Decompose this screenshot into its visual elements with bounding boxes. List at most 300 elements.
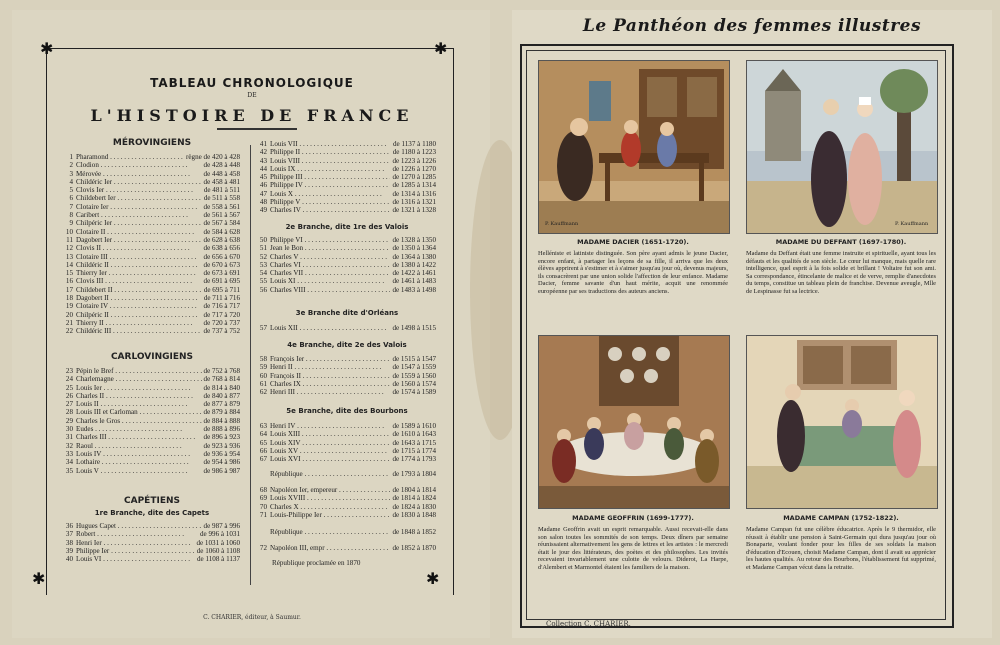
branch-heading-orleans: 3e Branche dite d'Orléans — [295, 309, 399, 317]
reign-dates: de 954 à 986 — [203, 458, 240, 467]
row-number: 53 — [259, 260, 267, 269]
panel-caption: MADAME GEOFFRIN (1699-1777). — [572, 514, 694, 522]
chronology-row — [62, 170, 240, 178]
ruler-name: Louis V . . . — [76, 467, 202, 475]
reign-dates: de 558 à 561 — [203, 202, 240, 211]
row-number: 37 — [65, 530, 73, 539]
left-page — [12, 10, 490, 638]
reign-dates: de 1814 à 1824 — [392, 494, 436, 503]
row-number: 64 — [259, 430, 267, 439]
chronology-row — [256, 494, 436, 502]
reign-dates: de 1715 à 1774 — [392, 446, 436, 455]
chronology-row — [256, 261, 436, 269]
reign-dates: de 1483 à 1498 — [392, 285, 436, 294]
reign-dates: de 1328 à 1350 — [392, 236, 436, 244]
chronology-row — [62, 450, 240, 458]
republique-proclamee: République proclamée en 1870 — [272, 559, 361, 567]
reign-dates: de 896 à 923 — [203, 433, 240, 442]
chronology-row — [62, 539, 240, 547]
chronology-row — [62, 417, 240, 425]
chronology-row — [62, 319, 240, 327]
ruler-name: Pharamond . . . — [76, 153, 184, 161]
ruler-name: Louis III et Carloman . . . — [76, 408, 202, 416]
chronology-row — [62, 522, 240, 530]
reign-dates: de 884 à 888 — [203, 416, 240, 425]
ruler-name: Charlemagne . . . — [76, 375, 202, 383]
ruler-name: Napoléon Ier, empereur . . . — [270, 486, 390, 494]
ruler-name: Louis XVIII . . . — [270, 494, 390, 502]
section-heading-capetiens: CAPÉTIENS — [124, 496, 180, 506]
reign-dates: de 691 à 695 — [203, 277, 240, 286]
ruler-name: Philippe II . . . — [270, 148, 391, 156]
reign-dates: de 1643 à 1715 — [392, 438, 436, 447]
row-number: 65 — [259, 438, 267, 447]
orleans-list — [256, 324, 436, 332]
ruler-name: Clovis II . . . — [76, 244, 202, 252]
publisher-line: C. CHARIER, éditeur, à Saumur. — [203, 614, 301, 621]
row-number: 9 — [69, 219, 73, 228]
ruler-name: Charles VI . . . — [270, 261, 390, 269]
chronology-row — [62, 211, 240, 219]
reign-dates: de 1774 à 1793 — [392, 455, 436, 464]
ruler-name: Dagobert II . . . — [76, 294, 202, 302]
ruler-name: Clotaire III . . . — [76, 253, 202, 261]
reign-dates: de 670 à 673 — [203, 260, 240, 269]
row-number — [256, 528, 267, 536]
title-ornament — [217, 128, 297, 130]
row-number: 39 — [65, 546, 73, 555]
chronology-row — [256, 544, 436, 552]
ruler-name: Clodion . . . — [76, 161, 202, 169]
reign-dates: de 1574 à 1589 — [392, 388, 436, 397]
chronology-row — [256, 470, 436, 478]
ruler-name: Pépin le Bref . . . — [76, 367, 202, 375]
chronology-row — [62, 161, 240, 169]
reign-dates: de 717 à 720 — [203, 310, 240, 319]
ruler-name: Chilpéric II . . . — [76, 311, 202, 319]
empire-restoration-list — [256, 486, 436, 519]
row-number: 4 — [69, 177, 73, 186]
ruler-name: Charles III . . . — [76, 433, 202, 441]
row-number: 27 — [65, 400, 73, 409]
carlovingiens-list — [62, 367, 240, 475]
reign-dates: de 1031 à 1060 — [196, 538, 240, 547]
row-number: 43 — [259, 156, 267, 165]
ruler-name: Philippe Ier . . . — [76, 547, 195, 555]
branch-heading-valois: 2e Branche, dite 1re des Valois — [285, 223, 409, 231]
reign-dates: de 1498 à 1515 — [392, 324, 436, 332]
chronology-row — [256, 528, 436, 536]
ruler-name: Charles le Gros . . . — [76, 417, 202, 425]
reign-dates: de 1824 à 1830 — [392, 502, 436, 511]
chronology-row — [256, 439, 436, 447]
reign-dates: de 656 à 670 — [203, 252, 240, 261]
chronology-row — [256, 503, 436, 511]
right-page — [512, 10, 992, 638]
reign-dates: de 996 à 1031 — [200, 530, 240, 539]
ruler-name: Louis XI . . . — [270, 277, 390, 285]
row-number: 48 — [259, 198, 267, 207]
valois-list — [256, 236, 436, 294]
ruler-name: Charles X . . . — [270, 503, 390, 511]
chronology-row — [256, 388, 436, 396]
row-number: 15 — [65, 269, 73, 278]
chronology-row — [256, 286, 436, 294]
ruler-name: République . . . — [270, 470, 390, 478]
reign-dates: de 1137 à 1180 — [392, 140, 436, 148]
ruler-name: Childéric III . . . — [76, 327, 202, 335]
illustration-campan — [746, 335, 938, 509]
reign-dates: de 1223 à 1226 — [392, 156, 436, 165]
reign-dates: de 1180 à 1223 — [392, 148, 436, 157]
row-number: 25 — [65, 383, 73, 392]
chronology-row — [256, 447, 436, 455]
row-number: 63 — [259, 422, 267, 430]
ruler-name: Louis VIII . . . — [270, 157, 390, 165]
row-number: 41 — [259, 140, 267, 148]
chronology-row — [62, 261, 240, 269]
reign-dates: de 1461 à 1483 — [392, 277, 436, 286]
ruler-name: Robert . . . — [76, 530, 198, 538]
row-number: 66 — [259, 446, 267, 455]
row-number: 28 — [65, 408, 73, 417]
reign-dates: de 752 à 768 — [203, 367, 240, 375]
corner-star-icon: ✱ — [32, 569, 46, 588]
chronology-row — [256, 253, 436, 261]
row-number: 67 — [259, 455, 267, 464]
ruler-name: Henri Ier . . . — [76, 539, 194, 547]
ruler-name: Louis Ier . . . — [76, 384, 202, 392]
row-number: 13 — [65, 252, 73, 261]
panel-caption: MADAME CAMPAN (1752-1822). — [783, 514, 899, 522]
reign-dates: de 1848 à 1852 — [392, 528, 436, 536]
reign-dates: de 1060 à 1108 — [196, 546, 240, 555]
ruler-name: Childéric Ier . . . — [76, 178, 202, 186]
reign-dates: de 814 à 840 — [203, 383, 240, 392]
chronology-row — [62, 433, 240, 441]
row-number: 19 — [65, 302, 73, 311]
reign-dates: règne de 420 à 428 — [186, 153, 240, 161]
bourbons-list — [256, 422, 436, 463]
chronology-row — [62, 253, 240, 261]
ruler-name: Louis XVI . . . — [270, 455, 390, 463]
ruler-name: Thierry Ier . . . — [76, 269, 202, 277]
reign-dates: de 695 à 711 — [203, 285, 240, 294]
ruler-name: Louis IV . . . — [76, 450, 202, 458]
chronology-row — [62, 555, 240, 563]
ruler-name: Charles II . . . — [76, 392, 202, 400]
row-number: 5 — [69, 186, 73, 195]
ruler-name: Charles IX . . . — [270, 380, 390, 388]
chronology-row — [256, 486, 436, 494]
ruler-name: Clotaire IV . . . — [76, 302, 202, 310]
row-number: 34 — [65, 458, 73, 467]
reign-dates: de 936 à 954 — [203, 449, 240, 458]
section-heading-merovingiens: MÉROVINGIENS — [112, 138, 192, 148]
reign-dates: de 428 à 448 — [203, 161, 240, 170]
reign-dates: de 923 à 936 — [203, 441, 240, 450]
ruler-name: Thierry II . . . — [76, 319, 202, 327]
row-number: 68 — [259, 486, 267, 494]
chronology-row — [62, 244, 240, 252]
row-number: 50 — [259, 236, 267, 244]
chronology-row — [256, 157, 436, 165]
merovingiens-list — [62, 153, 240, 336]
reign-dates: de 673 à 691 — [203, 269, 240, 278]
chronology-row — [62, 286, 240, 294]
chronology-row — [256, 269, 436, 277]
collection-credit: Collection C. CHARIER. — [546, 620, 631, 628]
row-number: 30 — [65, 425, 73, 434]
ruler-name: Louis X . . . — [270, 190, 390, 198]
row-number: 2 — [69, 161, 73, 170]
ruler-name: Childebert II . . . — [76, 286, 202, 294]
row-number: 70 — [259, 502, 267, 511]
row-number: 52 — [259, 252, 267, 261]
chronology-row — [256, 198, 436, 206]
row-number: 7 — [69, 202, 73, 211]
reign-dates: de 1830 à 1848 — [392, 510, 436, 519]
row-number: 51 — [259, 244, 267, 253]
ruler-name: Philippe VI . . . — [270, 236, 390, 244]
chronology-row — [256, 148, 436, 156]
ruler-name: Jean le Bon . . . — [270, 244, 390, 252]
row-number: 59 — [259, 363, 267, 372]
chronology-row — [62, 547, 240, 555]
panel-text: Helléniste et latiniste distinguée. Son père ayant admis le jeune Dacier, encore enfant, à partager les leçons de sa fille, il arriva que les deux élèves apprirent à s'estimer et à s'aimer jusqu'au jour où, devenus majeurs, ils consacrèrent par une union solide l'affection de leur enfance. Madame Dacier, femme savante d'un haut mérite, acquit une renommée européenne par ses traductions des auteurs anciens. — [538, 250, 728, 295]
republique-row — [256, 528, 436, 536]
row-number: 21 — [65, 318, 73, 327]
chronology-row — [62, 194, 240, 202]
corner-star-icon: ✱ — [426, 569, 440, 588]
row-number: 20 — [65, 310, 73, 319]
panel-caption: MADAME DU DEFFANT (1697-1780). — [775, 238, 907, 246]
chronology-row — [62, 467, 240, 475]
panel-text: Madame Campan fut une célèbre éducatrice. Après le 9 thermidor, elle réussit à établir une pension à Saint-Germain qui dura jusqu'au jour où Bonaparte, voulant fonder pour les filles de ses soldats la maison d'éducation d'Ecouen, choisit Madame Campan, dont il avait su apprécier les hautes qualités. Au retour des Bourbons, l'établissement fut supprimé, et Madame Campan vécut dans la retraite. — [746, 526, 936, 571]
row-number: 24 — [65, 375, 73, 384]
chronology-row — [62, 302, 240, 310]
reign-dates: de 561 à 567 — [203, 211, 240, 220]
reign-dates: de 1350 à 1364 — [392, 244, 436, 253]
ruler-name: Childebert Ier . . . — [76, 194, 202, 202]
ruler-name: Raoul . . . — [76, 442, 202, 450]
valois2-list — [256, 355, 436, 396]
chronology-row — [62, 442, 240, 450]
chronology-row — [256, 181, 436, 189]
row-number: 56 — [259, 285, 267, 294]
chronology-row — [62, 228, 240, 236]
row-number: 40 — [65, 555, 73, 564]
chronology-row — [256, 455, 436, 463]
row-number: 32 — [65, 441, 73, 450]
chronology-row — [62, 203, 240, 211]
reign-dates: de 1793 à 1804 — [392, 470, 436, 478]
row-number: 38 — [65, 538, 73, 547]
chronology-row — [62, 458, 240, 466]
ruler-name: Henri III . . . — [270, 388, 390, 396]
ruler-name: Charles VII . . . — [270, 269, 390, 277]
chronology-row — [62, 269, 240, 277]
chronology-row — [62, 327, 240, 335]
reign-dates: de 584 à 628 — [203, 227, 240, 236]
reign-dates: de 987 à 996 — [203, 522, 240, 530]
row-number: 10 — [65, 227, 73, 236]
ruler-name: Clovis Ier . . . — [76, 186, 202, 194]
reign-dates: de 1316 à 1321 — [392, 198, 436, 207]
reign-dates: de 716 à 717 — [203, 302, 240, 311]
chronology-row — [256, 363, 436, 371]
ruler-name: Hugues Capet . . . — [76, 522, 202, 530]
napoleon3-row — [256, 544, 436, 552]
panel-caption: MADAME DACIER (1651-1720). — [577, 238, 689, 246]
reign-dates: de 877 à 879 — [203, 400, 240, 409]
row-number: 12 — [65, 244, 73, 253]
chronology-row — [62, 392, 240, 400]
ruler-name: Henri IV . . . — [270, 422, 390, 430]
row-number: 60 — [259, 371, 267, 380]
ruler-name: Charles VIII . . . — [270, 286, 390, 294]
chronology-row — [62, 375, 240, 383]
chronology-row — [62, 408, 240, 416]
chronology-row — [256, 324, 436, 332]
illustration-dacier — [538, 60, 730, 234]
chronology-title: TABLEAU CHRONOLOGIQUE — [150, 76, 354, 90]
reign-dates: de 1314 à 1316 — [392, 189, 436, 198]
row-number: 36 — [65, 522, 73, 530]
pantheon-title: Le Panthéon des femmes illustres — [582, 16, 922, 36]
row-number: 69 — [259, 494, 267, 503]
ruler-name: Mérovée . . . — [76, 170, 202, 178]
chronology-row — [256, 244, 436, 252]
reign-dates: de 1610 à 1643 — [392, 430, 436, 439]
row-number: 11 — [66, 235, 73, 244]
ruler-name: Louis XII . . . — [270, 324, 390, 332]
illustration-geoffrin — [538, 335, 730, 509]
reign-dates: de 1422 à 1461 — [392, 269, 436, 278]
ruler-name: Napoléon III, empr . . . — [270, 544, 390, 552]
chronology-row — [62, 277, 240, 285]
ruler-name: Charles IV . . . — [270, 206, 390, 214]
chronology-row — [62, 530, 240, 538]
row-number: 33 — [65, 449, 73, 458]
illustration-du-deffant — [746, 60, 938, 234]
reign-dates: de 448 à 458 — [203, 169, 240, 178]
chronology-row — [256, 372, 436, 380]
reign-dates: de 720 à 737 — [203, 318, 240, 327]
row-number: 23 — [65, 367, 73, 375]
row-number: 26 — [65, 391, 73, 400]
reign-dates: de 1560 à 1574 — [392, 379, 436, 388]
reign-dates: de 1226 à 1270 — [392, 164, 436, 173]
chronology-row — [62, 219, 240, 227]
row-number: 31 — [65, 433, 73, 442]
reign-dates: de 879 à 884 — [203, 408, 240, 417]
ruler-name: Louis XIV . . . — [270, 439, 390, 447]
chronology-subtitle: L'HISTOIRE DE FRANCE — [90, 106, 414, 125]
reign-dates: de 458 à 481 — [203, 177, 240, 186]
reign-dates: de 711 à 716 — [203, 294, 240, 303]
row-number: 35 — [65, 466, 73, 475]
chronology-row — [256, 355, 436, 363]
column-divider — [250, 145, 251, 585]
row-number: 45 — [259, 173, 267, 182]
reign-dates: de 1108 à 1137 — [196, 555, 240, 564]
reign-dates: de 1321 à 1328 — [392, 206, 436, 215]
row-number: 16 — [65, 277, 73, 286]
branch-heading-bourbons: 5e Branche, dite des Bourbons — [286, 407, 408, 415]
reign-dates: de 1804 à 1814 — [392, 486, 436, 494]
reign-dates: de 768 à 814 — [203, 375, 240, 384]
chronology-row — [62, 186, 240, 194]
reign-dates: de 840 à 877 — [203, 391, 240, 400]
chronology-row — [62, 311, 240, 319]
row-number: 8 — [69, 211, 73, 220]
reign-dates: de 638 à 656 — [203, 244, 240, 253]
corner-star-icon: ✱ — [40, 39, 54, 58]
ruler-name: Louis XV . . . — [270, 447, 390, 455]
reign-dates: de 628 à 638 — [203, 235, 240, 244]
row-number: 22 — [65, 327, 73, 336]
row-number: 44 — [259, 164, 267, 173]
row-number: 55 — [259, 277, 267, 286]
row-number: 14 — [65, 260, 73, 269]
reign-dates: de 1515 à 1547 — [392, 355, 436, 363]
reign-dates: de 1547 à 1559 — [392, 363, 436, 372]
ruler-name: Louis-Philippe Ier . . . — [270, 511, 390, 519]
chronology-row — [62, 367, 240, 375]
row-number: 57 — [259, 324, 267, 332]
ruler-name: Chilpéric Ier . . . — [76, 219, 202, 227]
chronology-row — [62, 384, 240, 392]
ruler-name: Charles V . . . — [270, 253, 390, 261]
row-number: 3 — [69, 169, 73, 178]
reign-dates: de 737 à 752 — [203, 327, 240, 336]
chronology-row — [62, 236, 240, 244]
row-number: 1 — [69, 153, 73, 161]
chronology-row — [256, 430, 436, 438]
ruler-name: François II . . . — [270, 372, 390, 380]
reign-dates: de 1559 à 1560 — [392, 371, 436, 380]
chronology-row — [62, 153, 240, 161]
chronology-row — [62, 400, 240, 408]
ruler-name: Clotaire Ier . . . — [76, 203, 202, 211]
ruler-name: Clovis III . . . — [76, 277, 202, 285]
chronology-row — [256, 380, 436, 388]
ruler-name: Philippe V . . . — [270, 198, 390, 206]
title-de: DE — [247, 92, 257, 99]
row-number: 29 — [65, 416, 73, 425]
reign-dates: de 888 à 896 — [203, 425, 240, 434]
ruler-name: République . . . — [270, 528, 390, 536]
ruler-name: Caribert . . . — [76, 211, 202, 219]
branch-heading-capets: 1re Branche, dite des Capets — [94, 509, 210, 517]
ruler-name: Henri II . . . — [270, 363, 390, 371]
row-number: 17 — [65, 285, 73, 294]
reign-dates: de 1270 à 1285 — [392, 173, 436, 182]
ruler-name: Childéric II . . . — [76, 261, 202, 269]
chronology-row — [62, 178, 240, 186]
reign-dates: de 567 à 584 — [203, 219, 240, 228]
row-number: 6 — [69, 194, 73, 203]
chronology-row — [256, 511, 436, 519]
reign-dates: de 1589 à 1610 — [392, 422, 436, 430]
chronology-row — [256, 140, 436, 148]
row-number: 72 — [259, 544, 267, 552]
ruler-name: Louis II . . . — [76, 400, 202, 408]
row-number: 46 — [259, 181, 267, 190]
reign-dates: de 986 à 987 — [203, 466, 240, 475]
panel-text: Madame du Deffant était une femme instruite et spirituelle, ayant tous les défauts et les qualités de son siècle. Le cœur lui manque, mais quelle rare intelligence, quel esprit à la fois solide et brillant ! Voltaire fut son ami. Sa correspondance, étincelante de malice et de verve, remplie d'anecdotes du temps, constitue un tableau plein de franchise. Devenue aveugle, Mlle de Lespinasse fut sa lectrice. — [746, 250, 936, 295]
